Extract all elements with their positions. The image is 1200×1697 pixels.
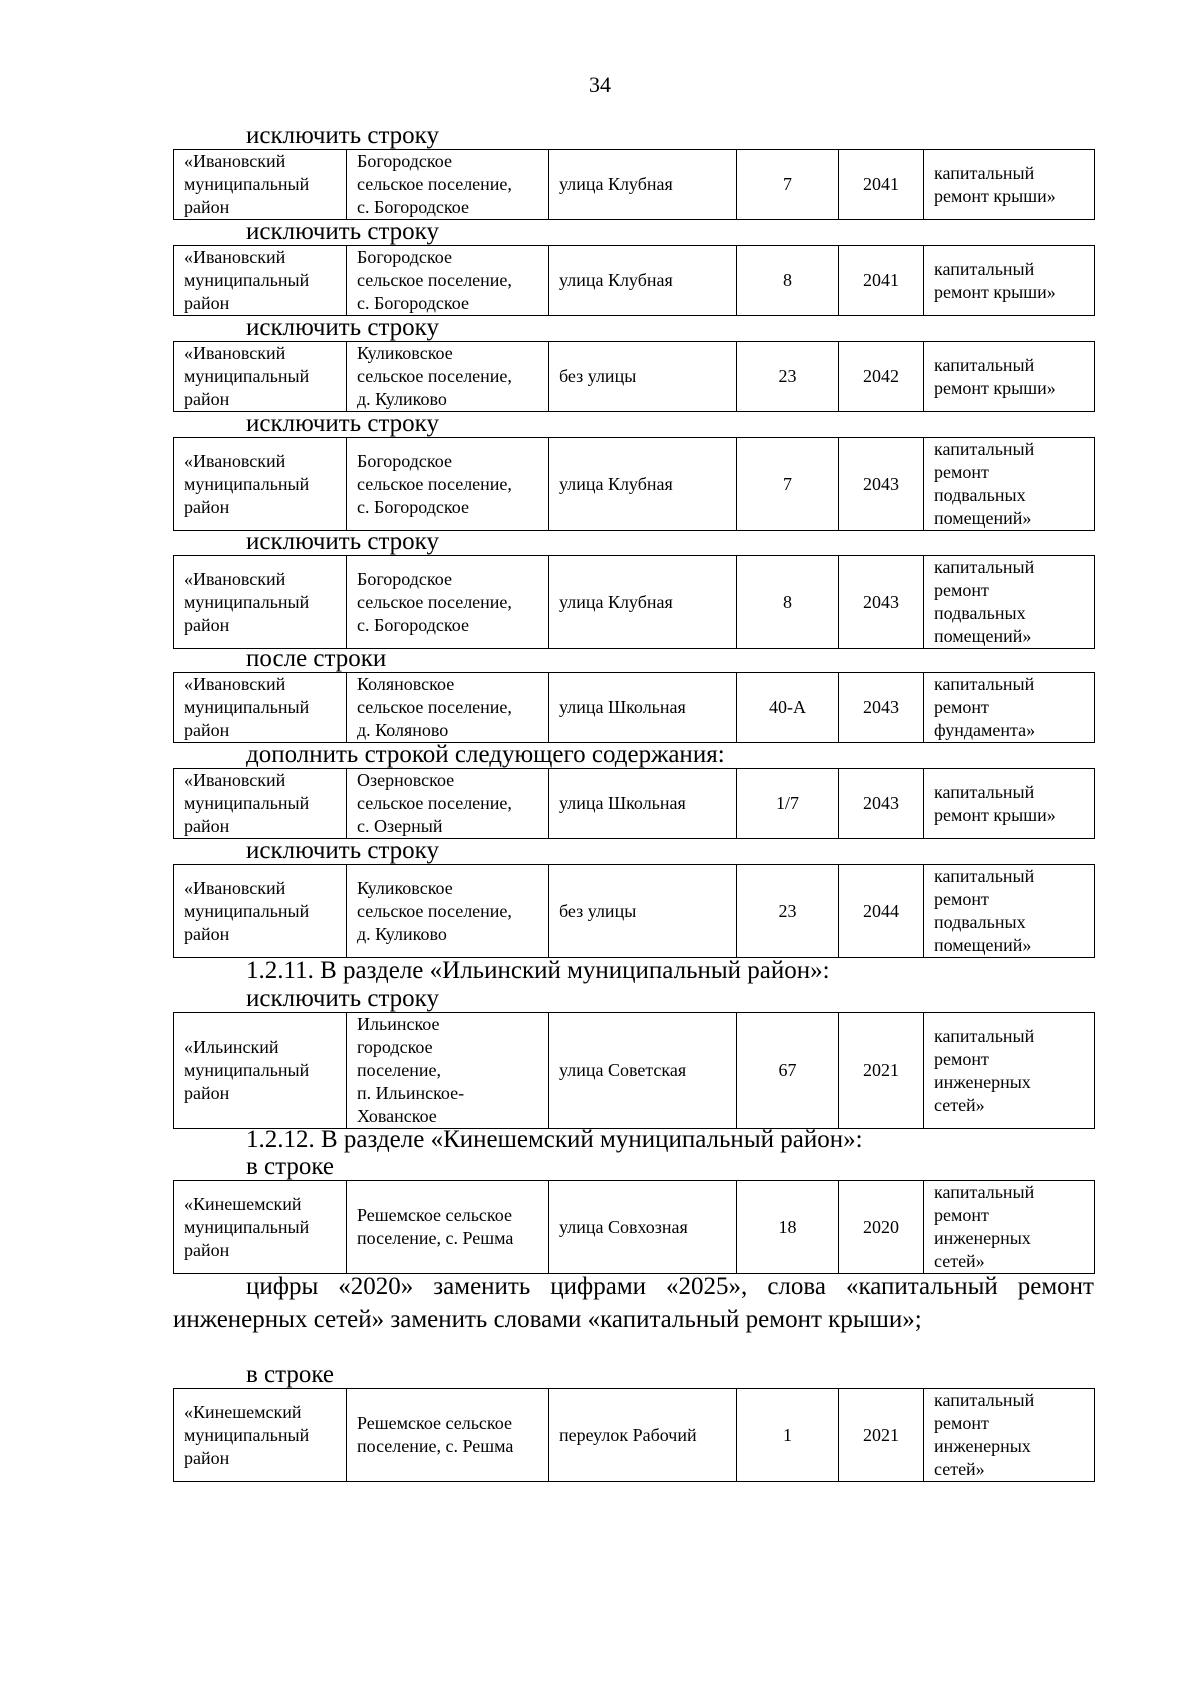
label-6: после строки (246, 645, 387, 672)
cell-district-line: «Ивановский (184, 247, 286, 267)
cell-settlement (347, 865, 549, 958)
cell-district-line: район (184, 1239, 230, 1260)
cell-settlement-line: сельское поселение, (357, 591, 512, 612)
cell-settlement (347, 246, 549, 316)
cell-street: переулок Рабочий (549, 1389, 737, 1482)
cell-settlement-line: с. Богородское (357, 614, 469, 635)
cell-work-line: капитальный (934, 1390, 1035, 1410)
cell-district-line: муниципальный (184, 900, 310, 921)
replace-paragraph: цифры «2020» заменить цифрами «2025», слова «капитальный ремонт инженерных сетей» заменить словами «капитальный ремонт крыши»; (173, 1273, 1094, 1333)
cell-street: улица Клубная (549, 556, 737, 649)
cell-work-line: помещений» (934, 508, 1032, 528)
cell-work (924, 1013, 1095, 1129)
cell-house: 8 (737, 246, 839, 316)
cell-district (174, 150, 347, 220)
cell-street: улица Клубная (549, 246, 737, 316)
table-row (173, 864, 1095, 958)
cell-settlement-line: Богородское (357, 568, 452, 589)
table-row (173, 437, 1095, 531)
label-ilinsky: исключить строку (246, 985, 439, 1012)
cell-settlement (347, 1181, 549, 1274)
cell-settlement-line: Хованское (357, 1106, 437, 1126)
cell-work (924, 673, 1095, 743)
cell-district-line: район (184, 389, 230, 409)
cell-house: 23 (737, 865, 839, 958)
cell-street: без улицы (549, 865, 737, 958)
cell-work-line: ремонт крыши» (934, 185, 1056, 206)
cell-district-line: район (184, 1447, 230, 1468)
cell-settlement-line: Коляновское (357, 674, 455, 694)
cell-district-line: «Ивановский (184, 770, 286, 790)
cell-district-line: муниципальный (184, 1060, 310, 1080)
cell-year: 2043 (839, 673, 924, 743)
cell-settlement-line: с. Богородское (357, 197, 469, 217)
table-row (173, 672, 1095, 743)
cell-work-line: капитальный (934, 781, 1035, 802)
cell-settlement (347, 673, 549, 743)
cell-work (924, 438, 1095, 531)
cell-work-line: капитальный (934, 1182, 1035, 1202)
cell-work-line: капитальный (934, 1025, 1035, 1046)
cell-work (924, 1181, 1095, 1274)
label-5: исключить строку (246, 528, 439, 555)
cell-year: 2041 (839, 246, 924, 316)
table-row (173, 1180, 1095, 1274)
cell-district-line: район (184, 197, 230, 217)
cell-district-line: «Ивановский (184, 877, 286, 898)
cell-settlement-line: сельское поселение, (357, 697, 512, 717)
cell-district-line: «Кинешемский (184, 1401, 302, 1422)
cell-district-line: район (184, 720, 230, 740)
table-row (173, 1012, 1095, 1129)
cell-work-line: ремонт (934, 697, 989, 717)
cell-settlement-line: Решемское сельское (357, 1205, 512, 1225)
cell-district (174, 673, 347, 743)
cell-work-line: помещений» (934, 935, 1032, 955)
cell-work-line: капитальный (934, 258, 1035, 279)
cell-district (174, 865, 347, 958)
cell-work-line: подвальных (934, 485, 1026, 505)
cell-district-line: «Кинешемский (184, 1193, 302, 1214)
cell-settlement-line: Ильинское (357, 1014, 440, 1034)
cell-house: 1 (737, 1389, 839, 1482)
cell-work-line: капитальный (934, 439, 1035, 459)
label-8: исключить строку (246, 837, 439, 864)
cell-work (924, 150, 1095, 220)
cell-district (174, 246, 347, 316)
cell-work-line: ремонт (934, 1205, 989, 1225)
cell-work-line: инженерных (934, 1436, 1031, 1456)
page-number: 34 (589, 72, 611, 97)
label-kineshma-1: в строке (246, 1153, 335, 1180)
cell-district-line: «Ивановский (184, 674, 286, 694)
cell-settlement-line: поселение, (357, 1060, 442, 1080)
cell-district-line: район (184, 816, 230, 836)
cell-settlement-line: Решемское сельское (357, 1413, 512, 1433)
cell-work (924, 1389, 1095, 1482)
cell-work (924, 342, 1095, 412)
cell-district (174, 1181, 347, 1274)
cell-district-line: муниципальный (184, 270, 310, 290)
cell-settlement-line: сельское поселение, (357, 473, 512, 494)
cell-street: без улицы (549, 342, 737, 412)
label-3: исключить строку (246, 314, 439, 341)
cell-work-line: капитальный (934, 162, 1035, 183)
cell-settlement-line: поселение, с. Решма (357, 1436, 514, 1456)
cell-work (924, 246, 1095, 316)
cell-street: улица Школьная (549, 769, 737, 839)
cell-work-line: инженерных (934, 1071, 1031, 1092)
cell-settlement-line: Куликовское (357, 343, 453, 363)
table-row (173, 555, 1095, 649)
cell-house: 67 (737, 1013, 839, 1129)
table-row (173, 1388, 1095, 1482)
cell-work-line: фундамента» (934, 720, 1036, 740)
cell-settlement-line: Куликовское (357, 877, 453, 898)
cell-street: улица Клубная (549, 150, 737, 220)
label-2: исключить строку (246, 218, 439, 245)
cell-work-line: капитальный (934, 354, 1035, 375)
cell-settlement (347, 769, 549, 839)
cell-district-line: «Ивановский (184, 151, 286, 171)
cell-district-line: муниципальный (184, 473, 310, 494)
cell-district-line: муниципальный (184, 591, 310, 612)
cell-work-line: ремонт (934, 1048, 989, 1069)
label-kineshma-2: в строке (246, 1361, 335, 1388)
cell-work (924, 556, 1095, 649)
cell-work-line: подвальных (934, 912, 1026, 932)
cell-house: 1/7 (737, 769, 839, 839)
cell-settlement (347, 1013, 549, 1129)
cell-settlement-line: сельское поселение, (357, 366, 512, 386)
cell-district-line: «Ильинский (184, 1037, 279, 1057)
table-row (173, 768, 1095, 839)
cell-district-line: район (184, 1083, 230, 1103)
cell-settlement (347, 150, 549, 220)
label-1: исключить строку (246, 122, 439, 149)
cell-work-line: капитальный (934, 674, 1035, 694)
cell-year: 2043 (839, 556, 924, 649)
cell-house: 18 (737, 1181, 839, 1274)
section-heading-kineshma: 1.2.12. В разделе «Кинешемский муниципальный район»: (246, 1126, 863, 1153)
cell-settlement-line: с. Озерный (357, 816, 443, 836)
cell-street: улица Совхозная (549, 1181, 737, 1274)
cell-year: 2021 (839, 1389, 924, 1482)
cell-street: улица Клубная (549, 438, 737, 531)
cell-work-line: ремонт (934, 462, 989, 482)
cell-district (174, 1013, 347, 1129)
label-7: дополнить строкой следующего содержания: (246, 741, 725, 768)
cell-year: 2044 (839, 865, 924, 958)
cell-work-line: ремонт (934, 580, 989, 600)
cell-work-line: сетей» (934, 1459, 985, 1479)
cell-settlement-line: сельское поселение, (357, 270, 512, 290)
cell-work (924, 769, 1095, 839)
cell-district (174, 438, 347, 531)
cell-house: 7 (737, 438, 839, 531)
cell-house: 23 (737, 342, 839, 412)
cell-district-line: район (184, 614, 230, 635)
cell-house: 40-А (737, 673, 839, 743)
cell-work-line: ремонт крыши» (934, 804, 1056, 825)
cell-settlement (347, 556, 549, 649)
cell-year: 2021 (839, 1013, 924, 1129)
cell-settlement-line: городское (357, 1037, 433, 1057)
section-heading-ilinsky: 1.2.11. В разделе «Ильинский муниципальный район»: (246, 957, 830, 984)
cell-house: 8 (737, 556, 839, 649)
cell-work-line: ремонт (934, 889, 989, 909)
cell-year: 2041 (839, 150, 924, 220)
cell-settlement (347, 1389, 549, 1482)
cell-settlement-line: Богородское (357, 247, 452, 267)
cell-district (174, 769, 347, 839)
cell-district-line: муниципальный (184, 174, 310, 194)
cell-settlement-line: Богородское (357, 450, 452, 471)
cell-settlement-line: п. Ильинское- (357, 1083, 465, 1103)
table-row (173, 149, 1095, 220)
cell-work-line: ремонт крыши» (934, 281, 1056, 302)
cell-district-line: «Ивановский (184, 450, 286, 471)
cell-settlement-line: поселение, с. Решма (357, 1228, 514, 1248)
cell-settlement (347, 438, 549, 531)
cell-settlement-line: д. Куликово (357, 389, 447, 409)
cell-year: 2043 (839, 438, 924, 531)
cell-work-line: сетей» (934, 1251, 985, 1271)
cell-work-line: помещений» (934, 626, 1032, 646)
cell-work-line: сетей» (934, 1094, 985, 1115)
cell-house: 7 (737, 150, 839, 220)
cell-settlement (347, 342, 549, 412)
cell-settlement-line: Озерновское (357, 770, 455, 790)
cell-work-line: ремонт крыши» (934, 377, 1056, 398)
cell-work-line: капитальный (934, 866, 1035, 886)
cell-district (174, 556, 347, 649)
cell-year: 2042 (839, 342, 924, 412)
cell-district-line: муниципальный (184, 366, 310, 386)
cell-district-line: «Ивановский (184, 568, 286, 589)
cell-district-line: «Ивановский (184, 343, 286, 363)
cell-district-line: муниципальный (184, 1216, 310, 1237)
cell-settlement-line: сельское поселение, (357, 174, 512, 194)
cell-work-line: ремонт (934, 1413, 989, 1433)
cell-district-line: муниципальный (184, 697, 310, 717)
cell-street: улица Школьная (549, 673, 737, 743)
cell-year: 2020 (839, 1181, 924, 1274)
cell-work-line: капитальный (934, 557, 1035, 577)
cell-district-line: район (184, 496, 230, 517)
cell-street: улица Советская (549, 1013, 737, 1129)
cell-work-line: инженерных (934, 1228, 1031, 1248)
cell-work-line: подвальных (934, 603, 1026, 623)
cell-settlement-line: сельское поселение, (357, 793, 512, 813)
cell-district-line: район (184, 923, 230, 944)
cell-district (174, 342, 347, 412)
cell-settlement-line: сельское поселение, (357, 900, 512, 921)
cell-settlement-line: д. Куликово (357, 923, 447, 944)
table-row (173, 341, 1095, 412)
cell-settlement-line: с. Богородское (357, 293, 469, 313)
cell-settlement-line: Богородское (357, 151, 452, 171)
cell-district-line: район (184, 293, 230, 313)
cell-district-line: муниципальный (184, 793, 310, 813)
cell-settlement-line: д. Коляново (357, 720, 449, 740)
cell-year: 2043 (839, 769, 924, 839)
cell-work (924, 865, 1095, 958)
cell-district (174, 1389, 347, 1482)
table-row (173, 245, 1095, 316)
label-4: исключить строку (246, 410, 439, 437)
cell-district-line: муниципальный (184, 1424, 310, 1445)
cell-settlement-line: с. Богородское (357, 496, 469, 517)
